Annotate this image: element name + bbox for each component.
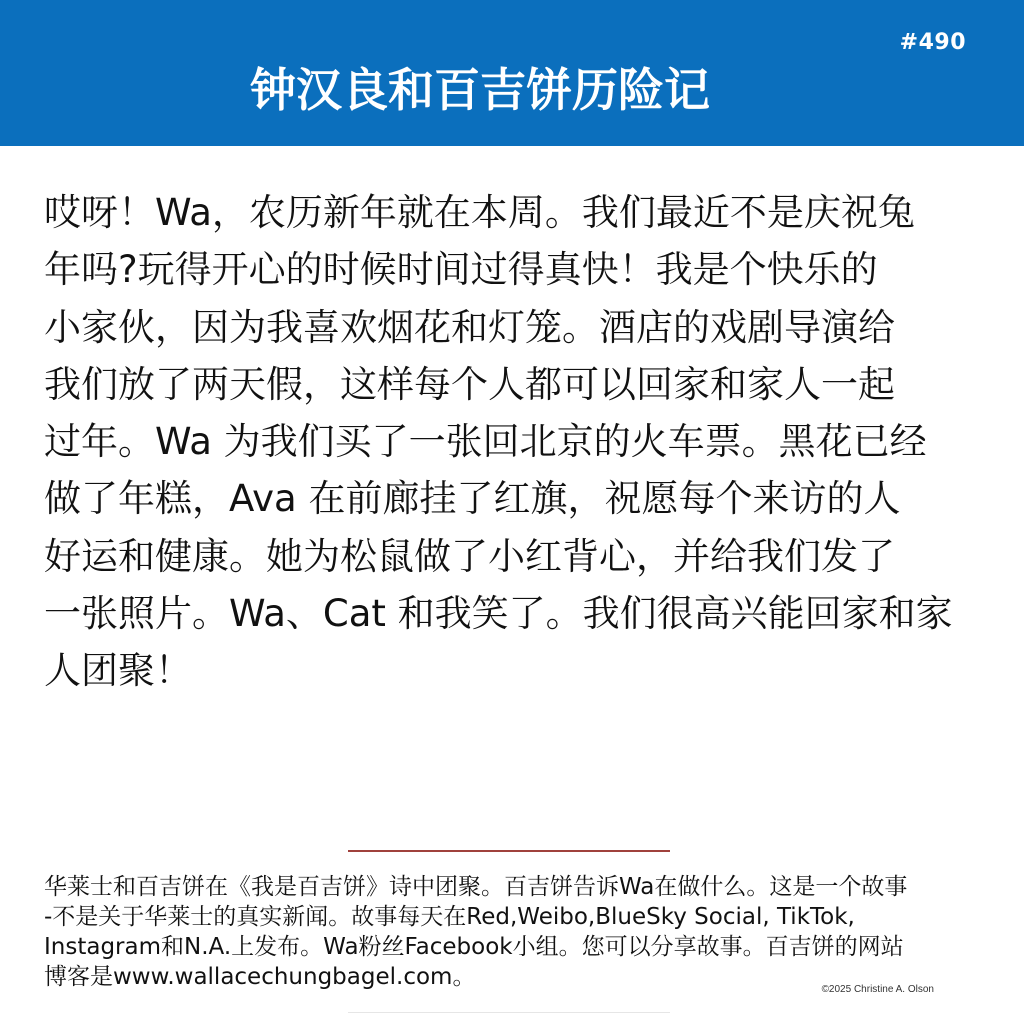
copyright-notice: ©2025 Christine A. Olson <box>821 984 934 995</box>
header-banner <box>0 0 1024 146</box>
footnote-line: -不是关于华莱士的真实新闻。故事每天在Red,Weibo,BlueSky Social, TikTok, <box>44 904 855 930</box>
story-line: 人团聚！ <box>44 649 192 693</box>
story-line: 年吗?玩得开心的时候时间过得真快！我是个快乐的 <box>44 248 878 292</box>
footnote-line: 华莱士和百吉饼在《我是百吉饼》诗中团聚。百吉饼告诉Wa在做什么。这是一个故事 <box>44 874 908 900</box>
story-line: 哎呀！Wa，农历新年就在本周。我们最近不是庆祝兔 <box>44 191 915 234</box>
story-line: 一张照片。Wa、Cat 和我笑了。我们很高兴能回家和家 <box>44 592 953 636</box>
footnote-line: 博客是www.wallacechungbagel.com。 <box>44 964 476 990</box>
story-line: 好运和健康。她为松鼠做了小红背心，并给我们发了 <box>44 534 895 578</box>
page-title: 钟汉良和百吉饼历险记 <box>250 63 710 117</box>
bottom-divider <box>348 1012 670 1013</box>
story-line: 做了年糕，Ava 在前廊挂了红旗，祝愿每个来访的人 <box>44 477 901 521</box>
issue-number: #490 <box>899 30 966 55</box>
story-line: 我们放了两天假，这样每个人都可以回家和家人一起 <box>44 362 895 406</box>
story-line: 过年。Wa 为我们买了一张回北京的火车票。黑花已经 <box>44 420 927 464</box>
story-text <box>44 184 984 700</box>
section-divider <box>348 850 670 852</box>
footnote-line: Instagram和N.A.上发布。Wa粉丝Facebook小组。您可以分享故事。百吉饼的网站 <box>44 934 904 960</box>
story-line: 小家伙，因为我喜欢烟花和灯笼。酒店的戏剧导演给 <box>44 305 895 349</box>
footnote-text <box>44 872 989 992</box>
